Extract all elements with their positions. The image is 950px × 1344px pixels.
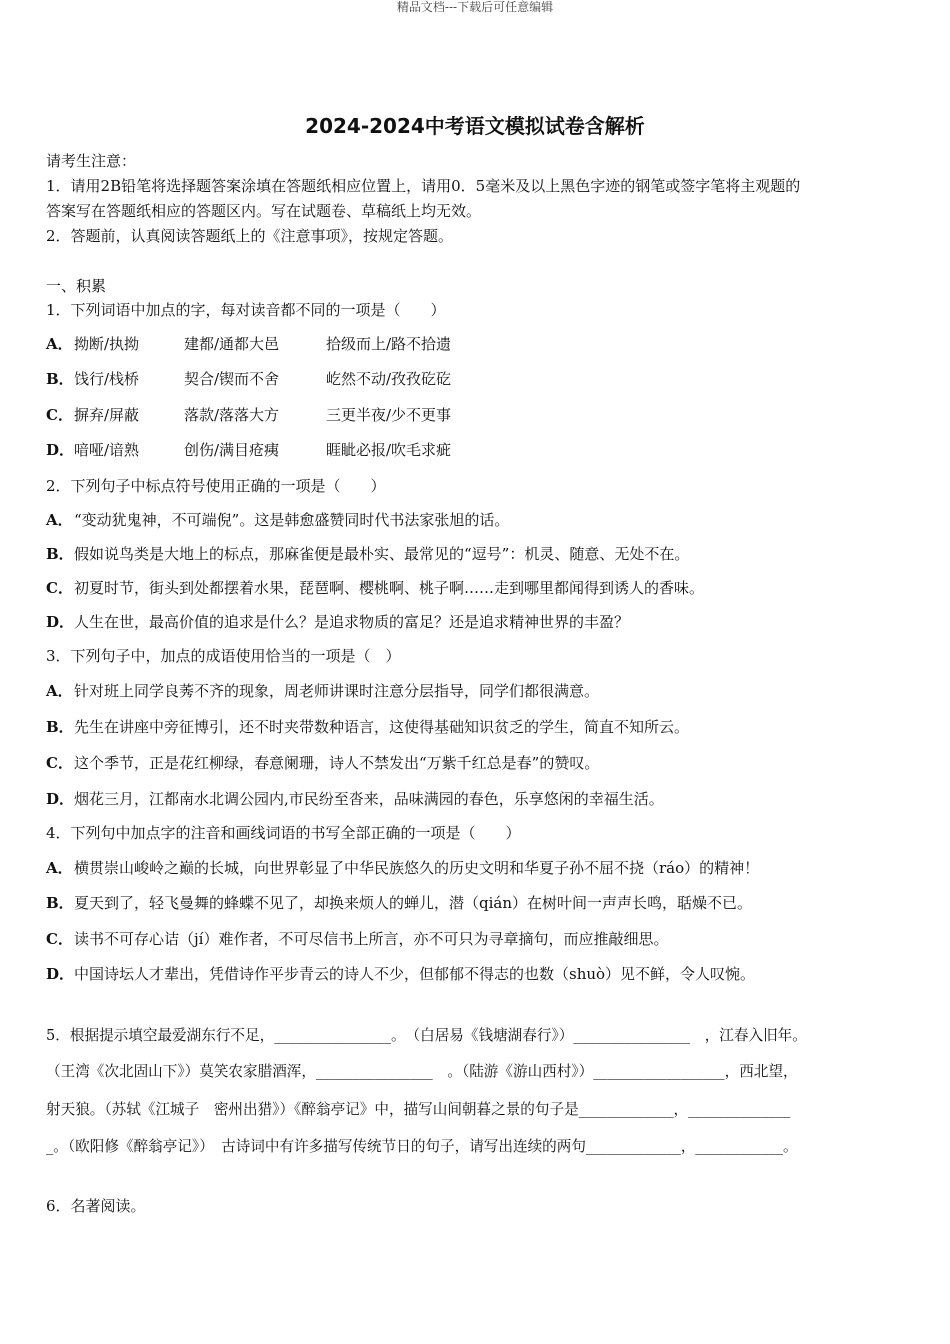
page-header-note: 精品文档---下载后可任意编辑 xyxy=(396,0,554,14)
question-option xyxy=(46,893,752,913)
option-word-pair: 摒弃/屏蔽 xyxy=(74,406,140,424)
question-option xyxy=(46,717,689,737)
option-label: A． xyxy=(46,335,73,353)
option-label: B． xyxy=(46,718,74,736)
option-label: B． xyxy=(46,545,74,563)
question-option xyxy=(46,510,509,530)
option-label: A． xyxy=(46,859,73,877)
option-word-pair: 屹然不动/孜孜矻矻 xyxy=(326,370,452,388)
option-text: 初夏时节，街头到处都摆着水果，琵琶啊、樱桃啊、桃子啊……走到哪里都闻得到诱人的香味。 xyxy=(74,579,705,597)
fill-in-line: 射天狼。（苏轼《江城子 密州出猎》）《醉翁亭记》中，描写山间朝暮之景的句子是_____________，______________ xyxy=(46,1101,791,1118)
question-option xyxy=(46,369,74,389)
option-label: C． xyxy=(46,930,73,948)
option-label: B． xyxy=(46,370,74,388)
option-text: 中国诗坛人才辈出，凭借诗作平步青云的诗人不少，但郁郁不得志的也数（shuò）见不鲜，令人叹惋。 xyxy=(74,965,756,983)
option-label: C． xyxy=(46,754,73,772)
option-label: D． xyxy=(46,790,75,808)
notice-heading: 请考生注意： xyxy=(46,152,137,170)
question-option xyxy=(46,544,689,564)
notice-line: 答案写在答题纸相应的答题区内。写在试题卷、草稿纸上均无效。 xyxy=(46,202,482,220)
question-option xyxy=(46,964,755,984)
option-text: 夏天到了，轻飞曼舞的蜂蝶不见了，却换来烦人的蝉儿，潜（qián）在树叶间一声声长鸣，聒燥不已。 xyxy=(74,894,753,912)
question-option xyxy=(46,789,664,809)
question-option xyxy=(46,578,704,598)
option-word-pair: 创伤/满目疮痍 xyxy=(184,441,280,459)
option-text: 先生在讲座中旁征博引，还不时夹带数种语言，这使得基础知识贫乏的学生，简直不知所云。 xyxy=(74,718,690,736)
option-word-pair: 落款/落落大方 xyxy=(184,406,280,424)
option-word-pair: 三更半夜/少不更事 xyxy=(326,406,452,424)
question-option xyxy=(46,858,759,878)
option-word-pair: 饯行/栈桥 xyxy=(74,370,140,388)
question-stem: 3．下列句子中，加点的成语使用恰当的一项是（ ） xyxy=(46,647,401,665)
option-label: C． xyxy=(46,406,73,424)
question-stem: 1．下列词语中加点的字，每对读音都不同的一项是（ ） xyxy=(46,301,446,319)
option-text: 读书不可存心诘（jí）难作者，不可尽信书上所言，亦不可只为寻章摘句，而应推敲细思。 xyxy=(74,930,669,948)
question-option xyxy=(46,753,599,773)
question-option xyxy=(46,334,74,354)
option-label: B． xyxy=(46,894,74,912)
notice-line: 2．答题前，认真阅读答题纸上的《注意事项》，按规定答题。 xyxy=(46,227,454,245)
option-label: A． xyxy=(46,682,73,700)
option-label: C． xyxy=(46,579,73,597)
option-text: 这个季节，正是花红柳绿，春意阑珊，诗人不禁发出“万紫千红总是春”的赞叹。 xyxy=(74,754,600,772)
fill-in-line: （王湾《次北固山下》）莫笑农家腊酒浑，________________ 。（陆游《游山西村》）__________________，西北望， xyxy=(46,1063,798,1080)
fill-in-line: 5．根据提示填空最爱湖东行不足，________________。 （白居易《钱塘湖春行》）________________ ，江春入旧年。 xyxy=(46,1027,807,1044)
question-option xyxy=(46,929,668,949)
fill-in-line: _。（欧阳修《醉翁亭记》） 古诗词中有许多描写传统节日的句子，请写出连续的两句_____________，____________。 xyxy=(46,1138,798,1155)
option-word-pair: 睚眦必报/吹毛求疵 xyxy=(326,441,452,459)
page-title: 2024-2024中考语文模拟试卷含解析 xyxy=(305,114,645,138)
option-word-pair: 建都/通都大邑 xyxy=(184,335,280,353)
option-word-pair: 拗断/执拗 xyxy=(74,335,140,353)
option-text: 横贯崇山峻岭之巅的长城，向世界彰显了中华民族悠久的历史文明和华夏子孙不屈不挠（ráo）的精神！ xyxy=(74,859,760,877)
option-label: A． xyxy=(46,511,73,529)
question-option xyxy=(46,405,74,425)
option-text: “变动犹鬼神，不可端倪”。这是韩愈盛赞同时代书法家张旭的话。 xyxy=(74,511,510,529)
option-text: 烟花三月，江都南水北调公园内,市民纷至沓来，品味满园的春色，乐享悠闲的幸福生活。 xyxy=(74,790,664,808)
question-option xyxy=(46,681,599,701)
question-stem: 2．下列句子中标点符号使用正确的一项是（ ） xyxy=(46,477,386,495)
question-stem: 6．名著阅读。 xyxy=(46,1197,146,1215)
question-stem: 4．下列句中加点字的注音和画线词语的书写全部正确的一项是（ ） xyxy=(46,824,521,842)
option-word-pair: 喑哑/谙熟 xyxy=(74,441,140,459)
notice-line: 1．请用2B铅笔将选择题答案涂填在答题纸相应位置上，请用0．5毫米及以上黑色字迹的钢笔或签字笔将主观题的 xyxy=(46,177,801,195)
question-option xyxy=(46,440,74,460)
question-option xyxy=(46,612,629,632)
option-label: D． xyxy=(46,613,75,631)
option-word-pair: 拾级而上/路不拾遗 xyxy=(326,335,452,353)
option-text: 假如说鸟类是大地上的标点，那麻雀便是最朴实、最常见的“逗号”：机灵、随意、无处不在。 xyxy=(74,545,690,563)
option-label: D． xyxy=(46,965,75,983)
option-word-pair: 契合/锲而不舍 xyxy=(184,370,280,388)
option-label: D． xyxy=(46,441,75,459)
section-heading: 一、积累 xyxy=(46,277,107,295)
option-text: 针对班上同学良莠不齐的现象，周老师讲课时注意分层指导，同学们都很满意。 xyxy=(74,682,600,700)
option-text: 人生在世，最高价值的追求是什么？是追求物质的富足？还是追求精神世界的丰盈？ xyxy=(74,613,630,631)
